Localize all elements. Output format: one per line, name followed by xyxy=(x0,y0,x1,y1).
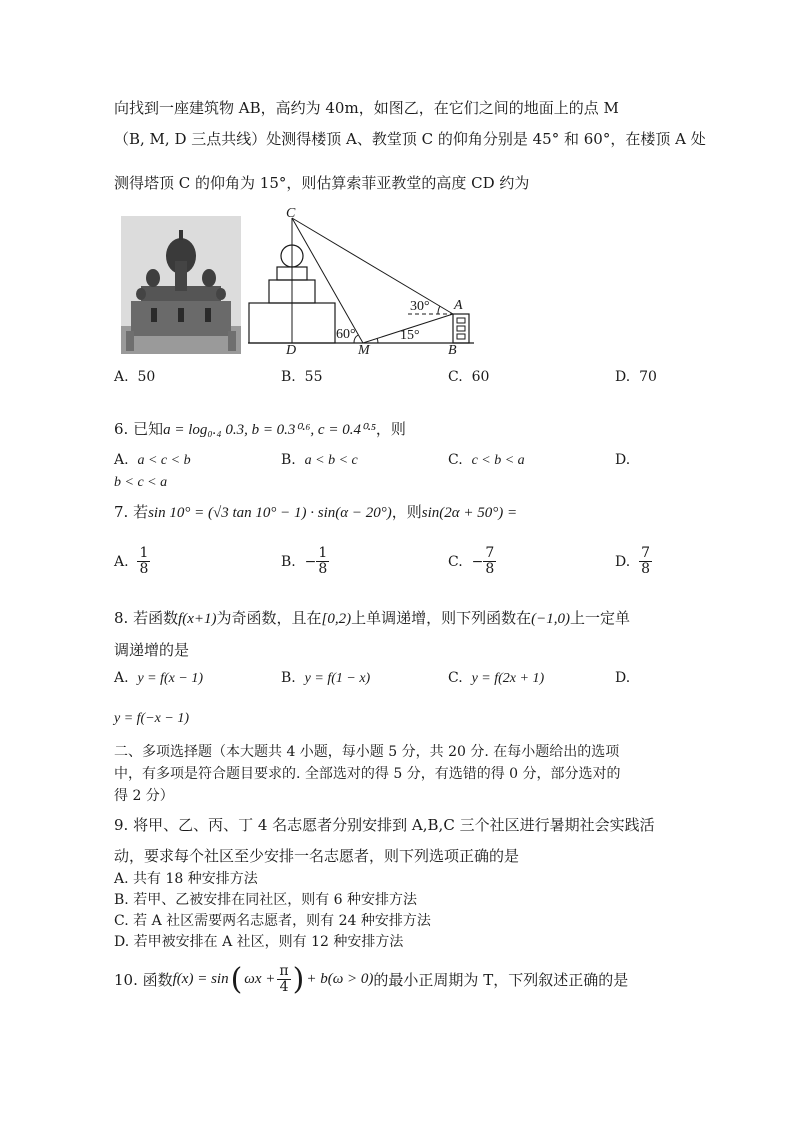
q8-stem-line-2: 调递增的是 xyxy=(114,641,190,659)
label-b: B xyxy=(448,343,457,358)
label-a: A xyxy=(454,298,463,313)
q7-option-b[interactable]: B. − $\frac{1}{8}$ xyxy=(281,545,328,578)
q8-option-d-value: y = f(−x − 1) xyxy=(114,711,189,726)
q5-line-3: 测得塔顶 C 的仰角为 15°，则估算索菲亚教堂的高度 CD 约为 xyxy=(114,174,530,192)
q9-option-c[interactable]: C. 若 A 社区需要两名志愿者，则有 24 种安排方法 xyxy=(114,913,431,929)
q9-stem-line-1: 9. 将甲、乙、丙、丁 4 名志愿者分别安排到 A,B,C 三个社区进行暑期社会实践活 xyxy=(114,816,655,834)
section2-line-3: 得 2 分） xyxy=(114,788,174,804)
q7-stem: 7. 若sin 10° = (√3 tan 10° − 1) · sin(α − 20°)，则sin(2α + 50°) = xyxy=(114,503,518,521)
q9-option-b[interactable]: B. 若甲、乙被安排在同社区，则有 6 种安排方法 xyxy=(114,892,417,908)
q5-option-d[interactable]: D. 70 xyxy=(615,369,657,385)
angle-30: 30° xyxy=(410,299,430,314)
q8-option-b[interactable]: B. y = f(1 − x) xyxy=(281,670,371,686)
q6-option-d[interactable]: D. xyxy=(615,452,631,468)
q5-line-1: 向找到一座建筑物 AB，高约为 40m，如图乙，在它们之间的地面上的点 M xyxy=(114,99,619,117)
q6-option-d-value: b < c < a xyxy=(114,475,168,490)
section2-line-2: 中，有多项是符合题目要求的. 全部选对的得 5 分，有选错的得 0 分，部分选对的 xyxy=(114,766,621,782)
angle-60: 60° xyxy=(336,327,356,342)
q5-line-2: （B, M, D 三点共线）处测得楼顶 A、教堂顶 C 的仰角分别是 45° 和 60°，在楼顶 A 处 xyxy=(114,130,706,148)
label-m: M xyxy=(358,343,370,358)
label-d: D xyxy=(286,343,297,358)
church-photo xyxy=(121,216,241,354)
label-c: C xyxy=(286,206,296,221)
q8-option-c[interactable]: C. y = f(2x + 1) xyxy=(448,670,545,686)
section2-line-1: 二、多项选择题（本大题共 4 小题，每小题 5 分，共 20 分. 在每小题给出的选项 xyxy=(114,744,620,760)
q9-option-a[interactable]: A. 共有 18 种安排方法 xyxy=(114,871,258,887)
angle-15: 15° xyxy=(400,328,420,343)
q6-option-c[interactable]: C. c < b < a xyxy=(448,452,525,468)
q8-option-a[interactable]: A. y = f(x − 1) xyxy=(114,670,204,686)
q5-option-a[interactable]: A. 50 xyxy=(114,369,156,385)
q7-option-d[interactable]: D. $\frac{7}{8}$ xyxy=(615,545,651,578)
q6-option-b[interactable]: B. a < b < c xyxy=(281,452,358,468)
q9-option-d[interactable]: D. 若甲被安排在 A 社区，则有 12 种安排方法 xyxy=(114,934,404,950)
geometry-diagram xyxy=(248,204,488,364)
q8-stem-line-1: 8. 若函数f(x+1)为奇函数，且在[0,2)上单调递增，则下列函数在(−1,0)上一定单 xyxy=(114,609,631,627)
q7-option-a[interactable]: A. $\frac{1}{8}$ xyxy=(114,545,149,578)
q5-option-b[interactable]: B. 55 xyxy=(281,369,323,385)
q9-stem-line-2: 动，要求每个社区至少安排一名志愿者，则下列选项正确的是 xyxy=(114,847,520,865)
q10-stem: 10. 函数 f(x) = sin ( ωx + $\frac{\pi}{4}$ ) + b(ω > 0) 的最小正周期为 T，下列叙述正确的是 xyxy=(114,961,629,997)
q8-option-d[interactable]: D. xyxy=(615,670,631,686)
q5-option-c[interactable]: C. 60 xyxy=(448,369,490,385)
q6-option-a[interactable]: A. a < c < b xyxy=(114,452,191,468)
q7-option-c[interactable]: C. − $\frac{7}{8}$ xyxy=(448,545,495,578)
q6-stem: 6. 已知a = log₀.₄ 0.3, b = 0.3⁰·⁶, c = 0.4⁰·⁵，则 xyxy=(114,420,406,438)
